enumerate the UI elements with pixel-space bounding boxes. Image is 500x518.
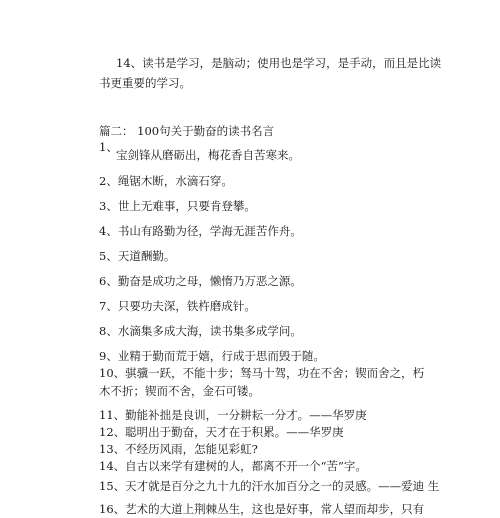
quote-3: 3、世上无难事，只要肯登攀。	[99, 199, 256, 213]
quote-14: 14、自古以来学有建树的人，都离不开一个“苦”字。	[99, 459, 367, 473]
quote-4: 4、书山有路勤为径，学海无涯苦作舟。	[99, 224, 302, 238]
quote-7: 7、只要功夫深，铁杵磨成针。	[99, 299, 256, 313]
paragraph-14-line-1: 14、读书是学习，是脑动；使用也是学习，是手动，而且是比读	[116, 56, 442, 70]
quote-1-text: 宝剑锋从磨砺出，梅花香自苦寒来。	[116, 148, 300, 162]
quote-1-number: 1、	[99, 140, 118, 154]
quote-15: 15、天才就是百分之九十九的汗水加百分之一的灵感。——爱迪 生	[99, 479, 440, 493]
quote-5: 5、天道酬勤。	[99, 249, 176, 263]
quote-9: 9、业精于勤而荒于嬉，行成于思而毁于随。	[99, 349, 325, 363]
quote-13: 13、不经历风雨，怎能见彩虹?	[99, 442, 258, 456]
section-heading: 篇二： 100句关于勤奋的读书名言	[99, 124, 275, 138]
quote-2: 2、绳锯木断，水滴石穿。	[99, 174, 233, 188]
quote-11: 11、勤能补拙是良训，一分耕耘一分才。——华罗庚	[99, 408, 367, 422]
quote-12: 12、聪明出于勤奋，天才在于积累。——华罗庚	[99, 425, 344, 439]
quote-16: 16、艺术的大道上荆棘丛生，这也是好事，常人望而却步，只有	[99, 502, 425, 516]
quote-8: 8、水滴集多成大海，读书集多成学问。	[99, 324, 302, 338]
paragraph-14-line-2: 书更重要的学习。	[99, 76, 191, 90]
quote-6: 6、勤奋是成功之母，懒惰乃万恶之源。	[99, 274, 302, 288]
quote-10-line-2: 木不折；锲而不舍，金石可镂。	[99, 384, 260, 398]
quote-10-line-1: 10、骐骥一跃，不能十步；驽马十驾，功在不舍；锲而舍之，朽	[99, 366, 425, 380]
